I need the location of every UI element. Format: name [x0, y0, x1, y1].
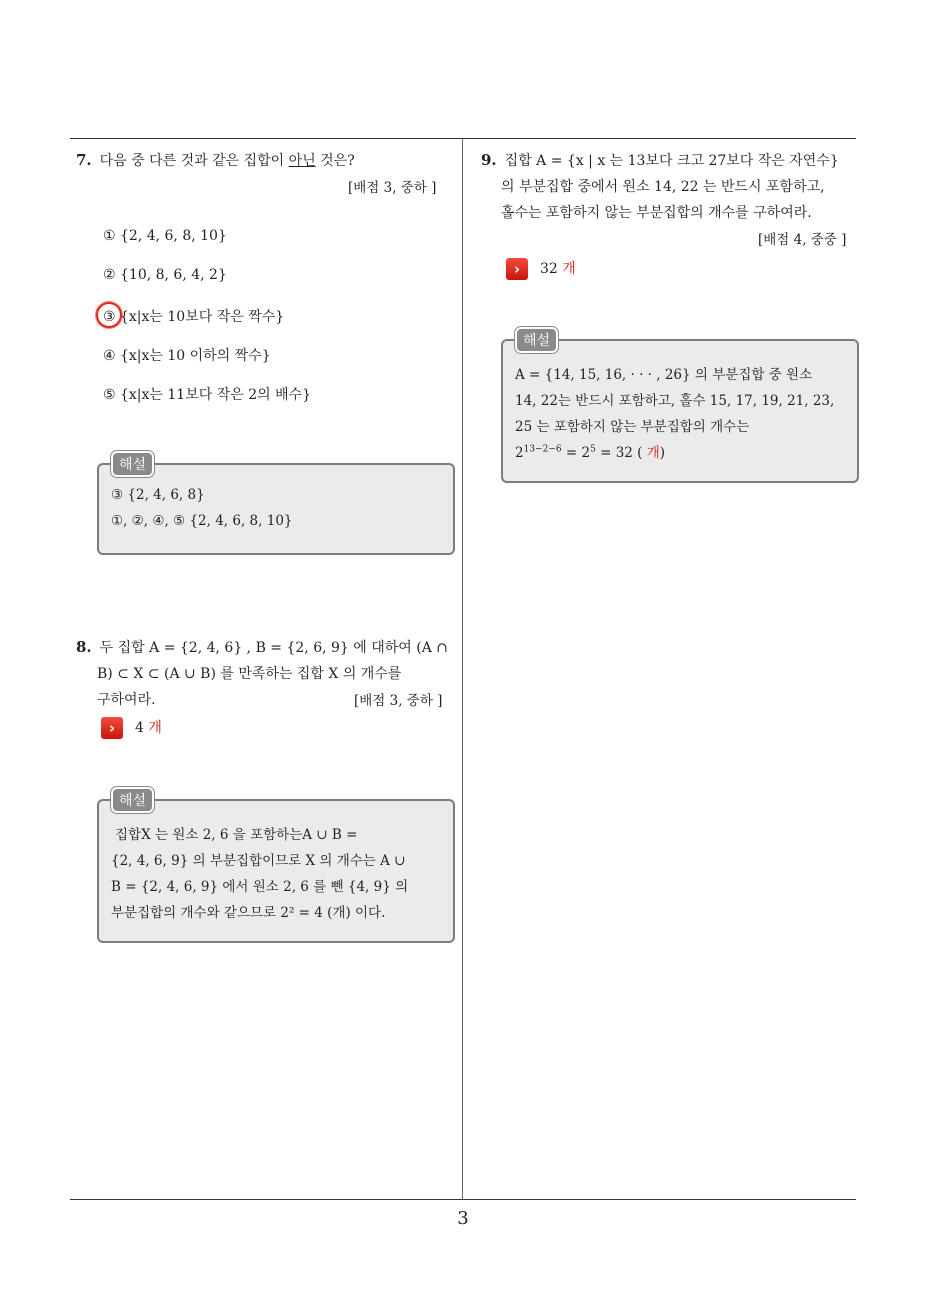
answer-arrow-icon: ›: [101, 717, 123, 739]
top-rule: [70, 138, 856, 139]
q7-choice-3[interactable]: ③ {x|x는 10보다 작은 짝수}: [103, 309, 285, 325]
q9-solution-line-2: 14, 22는 반드시 포함하고, 홀수 15, 17, 19, 21, 23,: [515, 393, 835, 409]
q9-line-2: 의 부분집합 중에서 원소 14, 22 는 반드시 포함하고,: [501, 179, 825, 195]
q7-solution-box: [97, 457, 455, 555]
q7-text-a: 다음 중 다른 것과 같은 집합이: [99, 153, 289, 169]
q7-number: 7.: [76, 151, 92, 169]
q7-score: [배점 3, 중하 ]: [348, 180, 437, 196]
q9-solution-tag: 해설: [515, 327, 558, 353]
q8-solution-line-1: 집합X 는 원소 2, 6 을 포함하는A ∪ B =: [115, 827, 358, 843]
q8-answer: [101, 717, 162, 739]
q8-line-3: 구하여라.: [97, 692, 156, 708]
q7-solution-line-2: ①, ②, ④, ⑤ {2, 4, 6, 8, 10}: [111, 513, 293, 529]
q8-score: [배점 3, 중하 ]: [354, 693, 443, 709]
formula-result: = 32 (: [595, 445, 647, 461]
q9-solution-line-1: A = {14, 15, 16, · · · , 26} 의 부분집합 중 원소: [515, 367, 813, 383]
q9-answer-number: 32: [540, 261, 558, 277]
q8-answer-unit: 개: [148, 720, 162, 736]
q8-solution-line-3: B = {2, 4, 6, 9} 에서 원소 2, 6 를 뺀 {4, 9} 의: [111, 879, 409, 895]
formula-exponent: 13−2−6: [523, 444, 562, 455]
q8-stem-line-1: [76, 637, 448, 657]
q9-answer-unit: 개: [562, 261, 576, 277]
q8-solution-line-2: {2, 4, 6, 9} 의 부분집합이므로 X 의 개수는 A ∪: [111, 853, 406, 869]
q8-line-2: B) ⊂ X ⊂ (A ∪ B) 를 만족하는 집합 X 의 개수를: [97, 666, 402, 682]
q7-choice-2[interactable]: ② {10, 8, 6, 4, 2}: [103, 267, 227, 283]
q8-solution-box: [97, 793, 455, 943]
q9-stem-line-1: [481, 150, 839, 170]
q7-text-underlined: 아닌: [288, 153, 316, 169]
q8-solution-line-4: 부분집합의 개수와 같으므로 2² = 4 (개) 이다.: [111, 905, 386, 921]
q9-solution-box: [501, 333, 859, 483]
column-divider: [462, 139, 463, 1199]
q7-solution-line-1: ③ {2, 4, 6, 8}: [111, 487, 205, 503]
q7-choice-1[interactable]: ① {2, 4, 6, 8, 10}: [103, 228, 227, 244]
q9-score: [배점 4, 중중 ]: [758, 232, 847, 248]
q7-solution-tag: 해설: [111, 451, 154, 477]
q9-solution-line-3: 25 는 포함하지 않는 부분집합의 개수는: [515, 419, 750, 435]
q9-solution-formula: [515, 441, 665, 461]
q9-number: 9.: [481, 151, 497, 169]
q7-text-b: 것은?: [315, 153, 355, 169]
q9-line-3: 홀수는 포함하지 않는 부분집합의 개수를 구하여라.: [501, 205, 812, 221]
formula-base: 2: [515, 445, 524, 461]
q8-number: 8.: [76, 638, 92, 656]
formula-exponent-2: 5: [590, 444, 596, 455]
q9-line-1: 집합 A = {x | x 는 13보다 크고 27보다 작은 자연수}: [504, 153, 839, 169]
q7-stem: [76, 150, 355, 170]
q9-answer: [506, 258, 576, 280]
q7-choice-4[interactable]: ④ {x|x는 10 이하의 짝수}: [103, 348, 271, 364]
formula-unit: 개: [646, 445, 660, 461]
q7-choice-5[interactable]: ⑤ {x|x는 11보다 작은 2의 배수}: [103, 387, 312, 403]
page-number: 3: [457, 1208, 469, 1229]
bottom-rule: [70, 1199, 856, 1200]
formula-middle: = 2: [561, 445, 591, 461]
answer-arrow-icon: ›: [506, 258, 528, 280]
q8-answer-number: 4: [135, 720, 144, 736]
q8-solution-tag: 해설: [111, 787, 154, 813]
formula-close: ): [659, 445, 666, 461]
q8-line-1: 두 집합 A = {2, 4, 6} , B = {2, 6, 9} 에 대하여 (A ∩: [99, 640, 449, 656]
